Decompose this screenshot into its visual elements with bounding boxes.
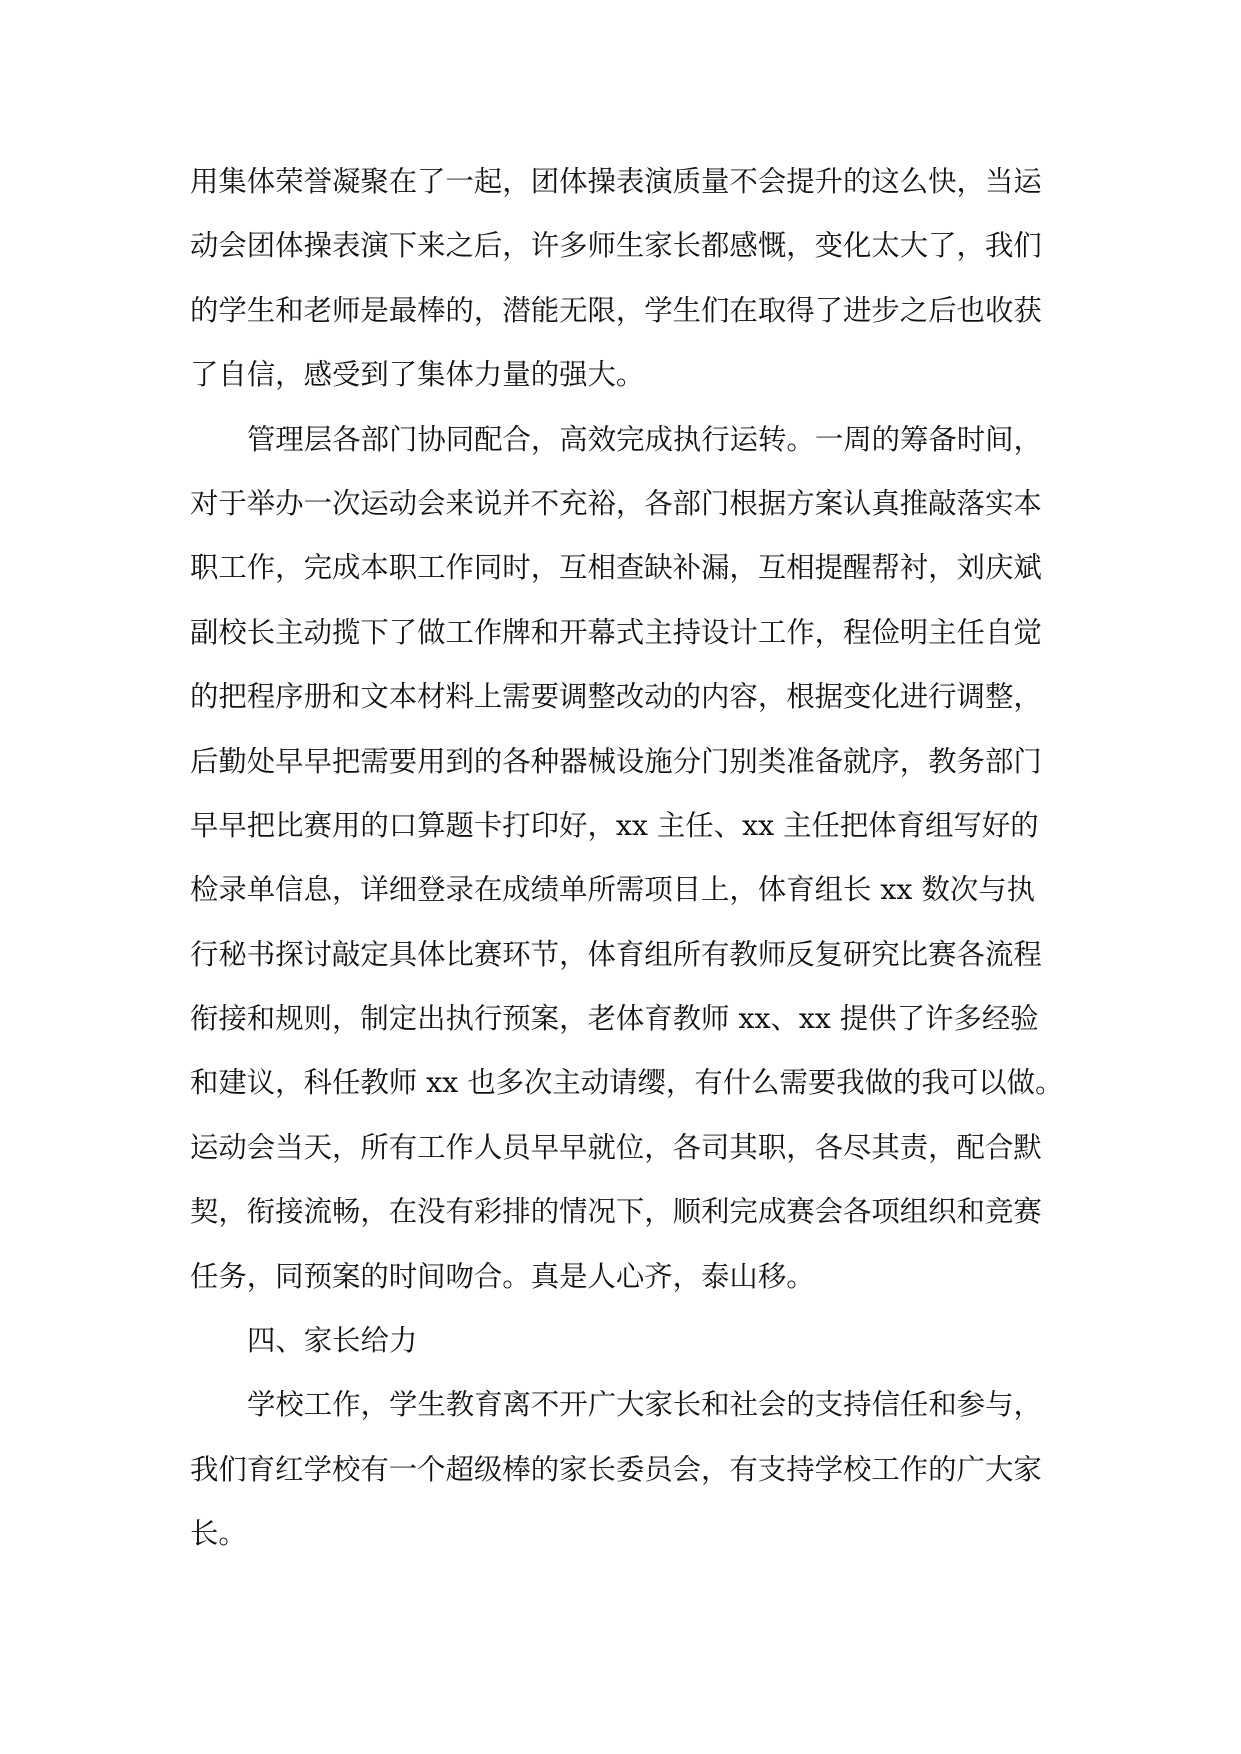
- text-line: 衔接和规则，制定出执行预案，老体育教师 xx、xx 提供了许多经验: [190, 1002, 1039, 1036]
- text-line: 职工作，完成本职工作同时，互相查缺补漏，互相提醒帮衬，刘庆斌: [190, 551, 1042, 585]
- section-heading: 四、家长给力: [247, 1324, 418, 1358]
- text-line: 用集体荣誉凝聚在了一起，团体操表演质量不会提升的这么快，当运: [190, 165, 1042, 198]
- text-line: 的学生和老师是最棒的，潜能无限，学生们在取得了进步之后也收获: [190, 293, 1042, 327]
- text-line: 了自信，感受到了集体力量的强大。: [190, 358, 645, 392]
- paragraph-first-line: 学校工作，学生教育离不开广大家长和社会的支持信任和参与，: [247, 1388, 1042, 1422]
- text-line: 和建议，科任教师 xx 也多次主动请缨，有什么需要我做的我可以做。: [190, 1066, 1064, 1100]
- paragraph-first-line: 管理层各部门协同配合，高效完成执行运转。一周的筹备时间，: [247, 422, 1042, 456]
- text-line: 长。: [190, 1517, 247, 1551]
- body-text: [190, 150, 1064, 1567]
- text-line: 检录单信息，详细登录在成绩单所需项目上，体育组长 xx 数次与执: [190, 873, 1036, 907]
- text-line: 早早把比赛用的口算题卡打印好，xx 主任、xx 主任把体育组写好的: [190, 808, 1039, 842]
- text-line: 副校长主动揽下了做工作牌和开幕式主持设计工作，程俭明主任自觉: [190, 615, 1042, 649]
- text-line: 任务，同预案的时间吻合。真是人心齐，泰山移。: [190, 1259, 815, 1293]
- text-line: 契，衔接流畅，在没有彩排的情况下，顺利完成赛会各项组织和竞赛: [190, 1195, 1042, 1229]
- text-line: 动会团体操表演下来之后，许多师生家长都感慨，变化太大了，我们: [190, 229, 1042, 263]
- text-line: 行秘书探讨敲定具体比赛环节，体育组所有教师反复研究比赛各流程: [190, 937, 1042, 971]
- text-line: 运动会当天，所有工作人员早早就位，各司其职，各尽其责，配合默: [190, 1130, 1042, 1164]
- text-line: 的把程序册和文本材料上需要调整改动的内容，根据变化进行调整，: [190, 680, 1042, 714]
- text-line: 我们育红学校有一个超级棒的家长委员会，有支持学校工作的广大家: [190, 1452, 1042, 1486]
- text-line: 对于举办一次运动会来说并不充裕，各部门根据方案认真推敲落实本: [190, 486, 1042, 520]
- text-line: 后勤处早早把需要用到的各种器械设施分门别类准备就序，教务部门: [190, 744, 1042, 778]
